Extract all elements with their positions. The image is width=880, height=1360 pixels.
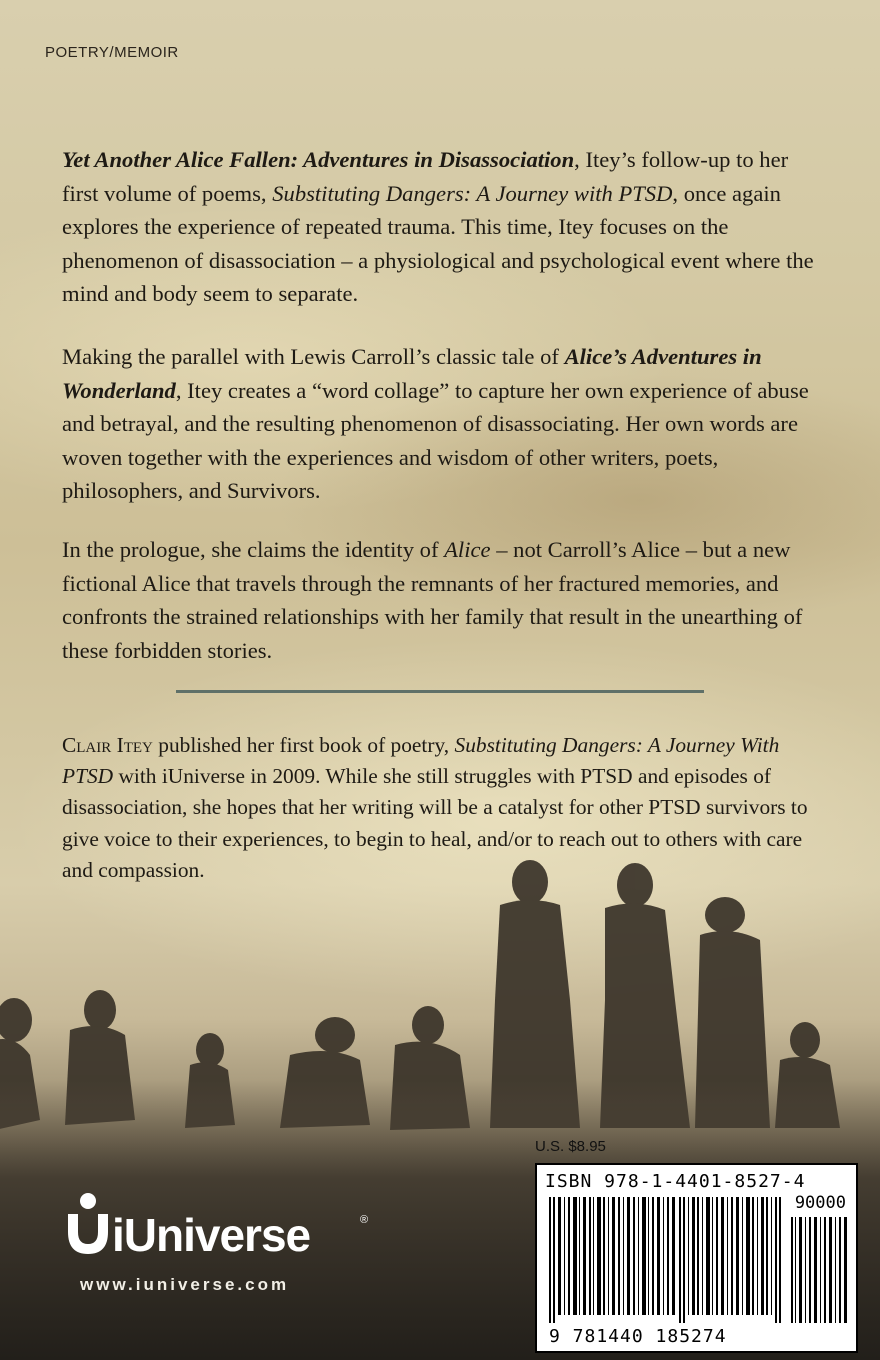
iuniverse-logo-icon [64, 1192, 112, 1260]
blurb-paragraph-2 [62, 340, 822, 508]
barcode [535, 1163, 858, 1353]
blurb-text: In the prologue, she claims the identity of [62, 537, 445, 562]
publisher-name: iUniverse [112, 1209, 311, 1261]
author-name: Clair Itey [62, 733, 153, 757]
barcode-bars [545, 1197, 850, 1323]
genre-label: POETRY/MEMOIR [45, 44, 179, 61]
bio-text: published her first book of poetry, [152, 733, 455, 757]
blurb-paragraph-3 [62, 533, 822, 667]
barcode-addon: 90000 [794, 1193, 846, 1213]
barcode-digits: 9 781440 185274 [549, 1326, 727, 1347]
divider [176, 690, 704, 693]
alice-name: Alice [444, 537, 491, 562]
bio-text: with iUniverse in 2009. While she still struggles with PTSD and episodes of disassociation, she hopes that her writing will be a catalyst for other PTSD survivors to give voice to their experiences, to begin to heal, and/or to reach out to others with care and compassion. [62, 764, 808, 882]
publisher-url: www.iuniverse.com [80, 1275, 290, 1294]
isbn-label: ISBN 978-1-4401-8527-4 [545, 1171, 806, 1192]
classic-title: Alice’s Adventures in Wonderland [62, 344, 762, 403]
bio-book-title: Substituting Dangers: A Journey With PTSD [62, 733, 780, 789]
blurb-text: , Itey creates a “word collage” to capture her own experience of abuse and betrayal, and the resulting phenomenon of disassociating. Her own words are woven together with the experiences and wisdom of other writers, poets, philosophers, and Survivors. [62, 377, 809, 504]
blurb-text: Making the parallel with Lewis Carroll’s classic tale of [62, 344, 565, 369]
price: U.S. $8.95 [535, 1138, 606, 1155]
blurb-text: – not Carroll’s Alice – but a new fictional Alice that travels through the remnants of her fractured memories, and confronts the strained relationships with her family that result in the unearthing of these forbidden stories. [62, 537, 803, 663]
blurb-text: , once again explores the experience of repeated trauma. This time, Itey focuses on the phenomenon of disassociation – a physiological and psychological event where the mind and body seem to separate. [62, 180, 814, 307]
blurb-text: , Itey’s follow-up to her first volume of poems, [62, 147, 789, 206]
first-book-title: Substituting Dangers: A Journey with PTSD [272, 180, 673, 206]
book-title: Yet Another Alice Fallen: Adventures in Disassociation [62, 147, 575, 172]
registered-mark: ® [360, 1214, 369, 1226]
blurb-paragraph-1 [62, 143, 822, 311]
